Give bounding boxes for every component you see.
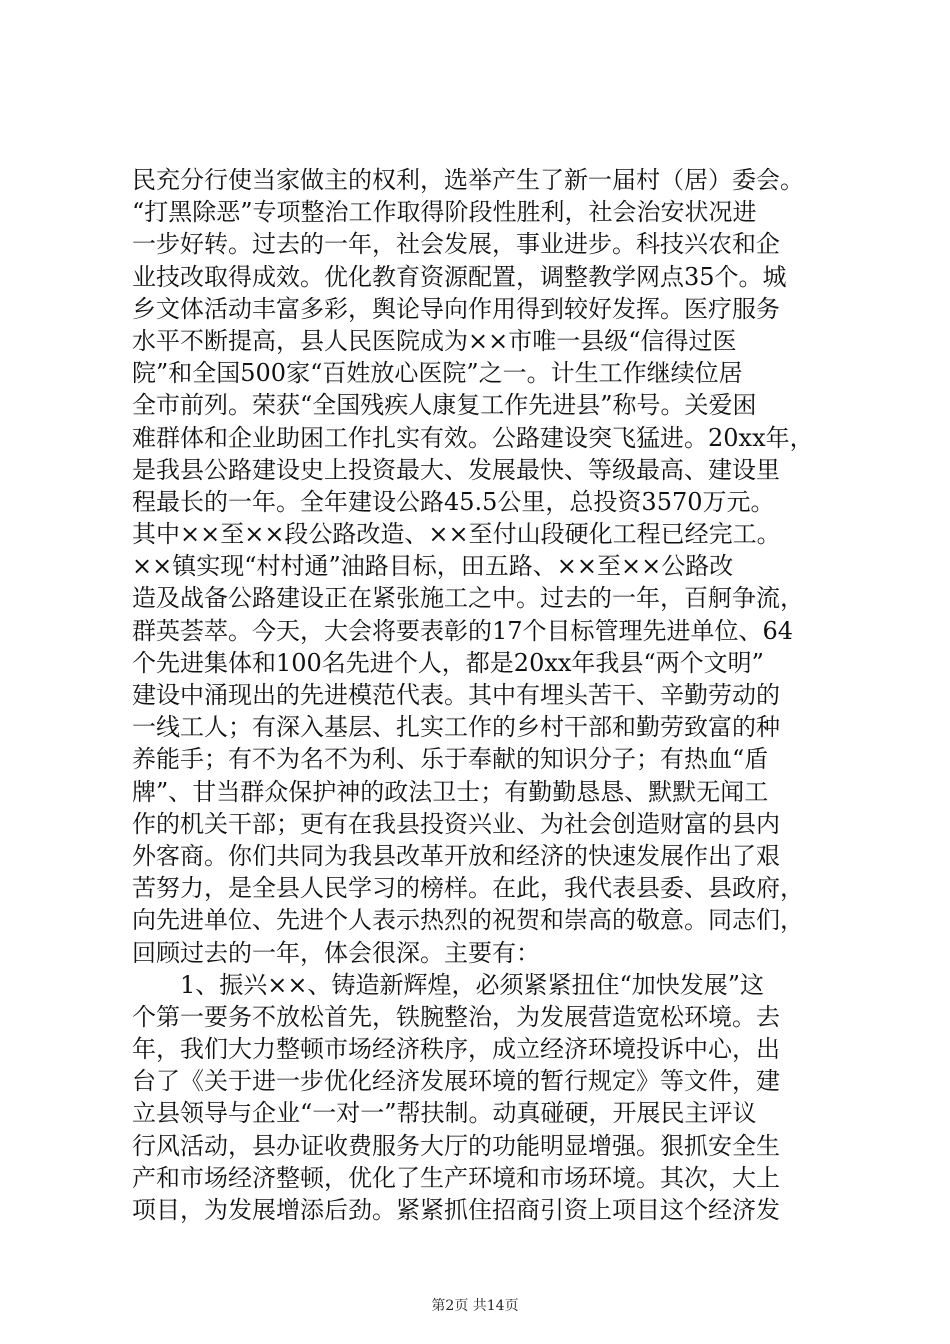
text-line: 牌”、甘当群众保护神的政法卫士；有勤勤恳恳、默默无闻工	[132, 777, 769, 806]
text-line: “打黑除恶”专项整治工作取得阶段性胜利，社会治安状况进	[132, 198, 757, 227]
text-line: 群英荟萃。今天，大会将要表彰的17个目标管理先进单位、64	[132, 616, 794, 645]
body-text	[132, 164, 828, 1226]
text-line: 其中××至××段公路改造、××至付山段硬化工程已经完工。	[132, 520, 781, 549]
text-line: 造及战备公路建设正在紧张施工之中。过去的一年，百舸争流，	[132, 584, 804, 613]
text-line: 行风活动，县办证收费服务大厅的功能明显增强。狠抓安全生	[132, 1131, 780, 1160]
text-line: 程最长的一年。全年建设公路45.5公里，总投资3570万元。	[132, 487, 775, 516]
page-number-footer: 第2页 共14页	[431, 1298, 519, 1314]
text-line: 个第一要务不放松首先，铁腕整治，为发展营造宽松环境。去	[132, 1002, 780, 1031]
text-line: 年，我们大力整顿市场经济秩序，成立经济环境投诉中心，出	[132, 1035, 780, 1064]
text-line: 建设中涌现出的先进模范代表。其中有埋头苦干、辛勤劳动的	[132, 681, 780, 709]
text-line: 民充分行使当家做主的权利，选举产生了新一届村（居）委会。	[132, 166, 804, 194]
text-line: 养能手；有不为名不为利、乐于奉献的知识分子；有热血“盾	[132, 745, 769, 774]
text-line: 个先进集体和100名先进个人，都是20xx年我县“两个文明”	[132, 648, 764, 677]
text-line: 回顾过去的一年，体会很深。主要有：	[132, 938, 540, 967]
text-line: 是我县公路建设史上投资最大、发展最快、等级最高、建设里	[132, 455, 780, 484]
paragraph-start-line: 1、振兴××、铸造新辉煌，必须紧紧扭住“加快发展”这	[180, 970, 765, 999]
text-line: 院”和全国500家“百姓放心医院”之一。计生工作继续位居	[132, 359, 743, 388]
text-line: 台了《关于进一步优化经济发展环境的暂行规定》等文件，建	[132, 1067, 780, 1096]
text-line: 外客商。你们共同为我县改革开放和经济的快速发展作出了艰	[132, 841, 780, 870]
text-line: 苦努力，是全县人民学习的榜样。在此，我代表县委、县政府，	[132, 874, 804, 903]
text-line: 难群体和企业助困工作扎实有效。公路建设突飞猛进。20xx年，	[132, 423, 814, 452]
text-line: 一线工人；有深入基层、扎实工作的乡村干部和勤劳致富的种	[132, 713, 780, 742]
text-line: 业技改取得成效。优化教育资源配置，调整教学网点35个。城	[132, 262, 787, 291]
text-line: 乡文体活动丰富多彩，舆论导向作用得到较好发挥。医疗服务	[132, 294, 780, 323]
text-line: 作的机关干部；更有在我县投资兴业、为社会创造财富的县内	[132, 809, 780, 838]
text-line: ××镇实现“村村通”油路目标，田五路、××至××公路改	[132, 552, 734, 581]
text-line: 项目，为发展增添后劲。紧紧抓住招商引资上项目这个经济发	[132, 1196, 780, 1224]
text-line: 水平不断提高，县人民医院成为××市唯一县级“信得过医	[132, 326, 737, 355]
text-line: 全市前列。荣获“全国残疾人康复工作先进县”称号。关爱困	[132, 391, 757, 420]
text-line: 一步好转。过去的一年，社会发展，事业进步。科技兴农和企	[132, 230, 780, 259]
text-line: 向先进单位、先进个人表示热烈的祝贺和崇高的敬意。同志们，	[132, 906, 804, 935]
text-line: 产和市场经济整顿，优化了生产环境和市场环境。其次，大上	[132, 1163, 780, 1192]
text-line: 立县领导与企业“一对一”帮扶制。动真碰硬，开展民主评议	[132, 1099, 757, 1128]
